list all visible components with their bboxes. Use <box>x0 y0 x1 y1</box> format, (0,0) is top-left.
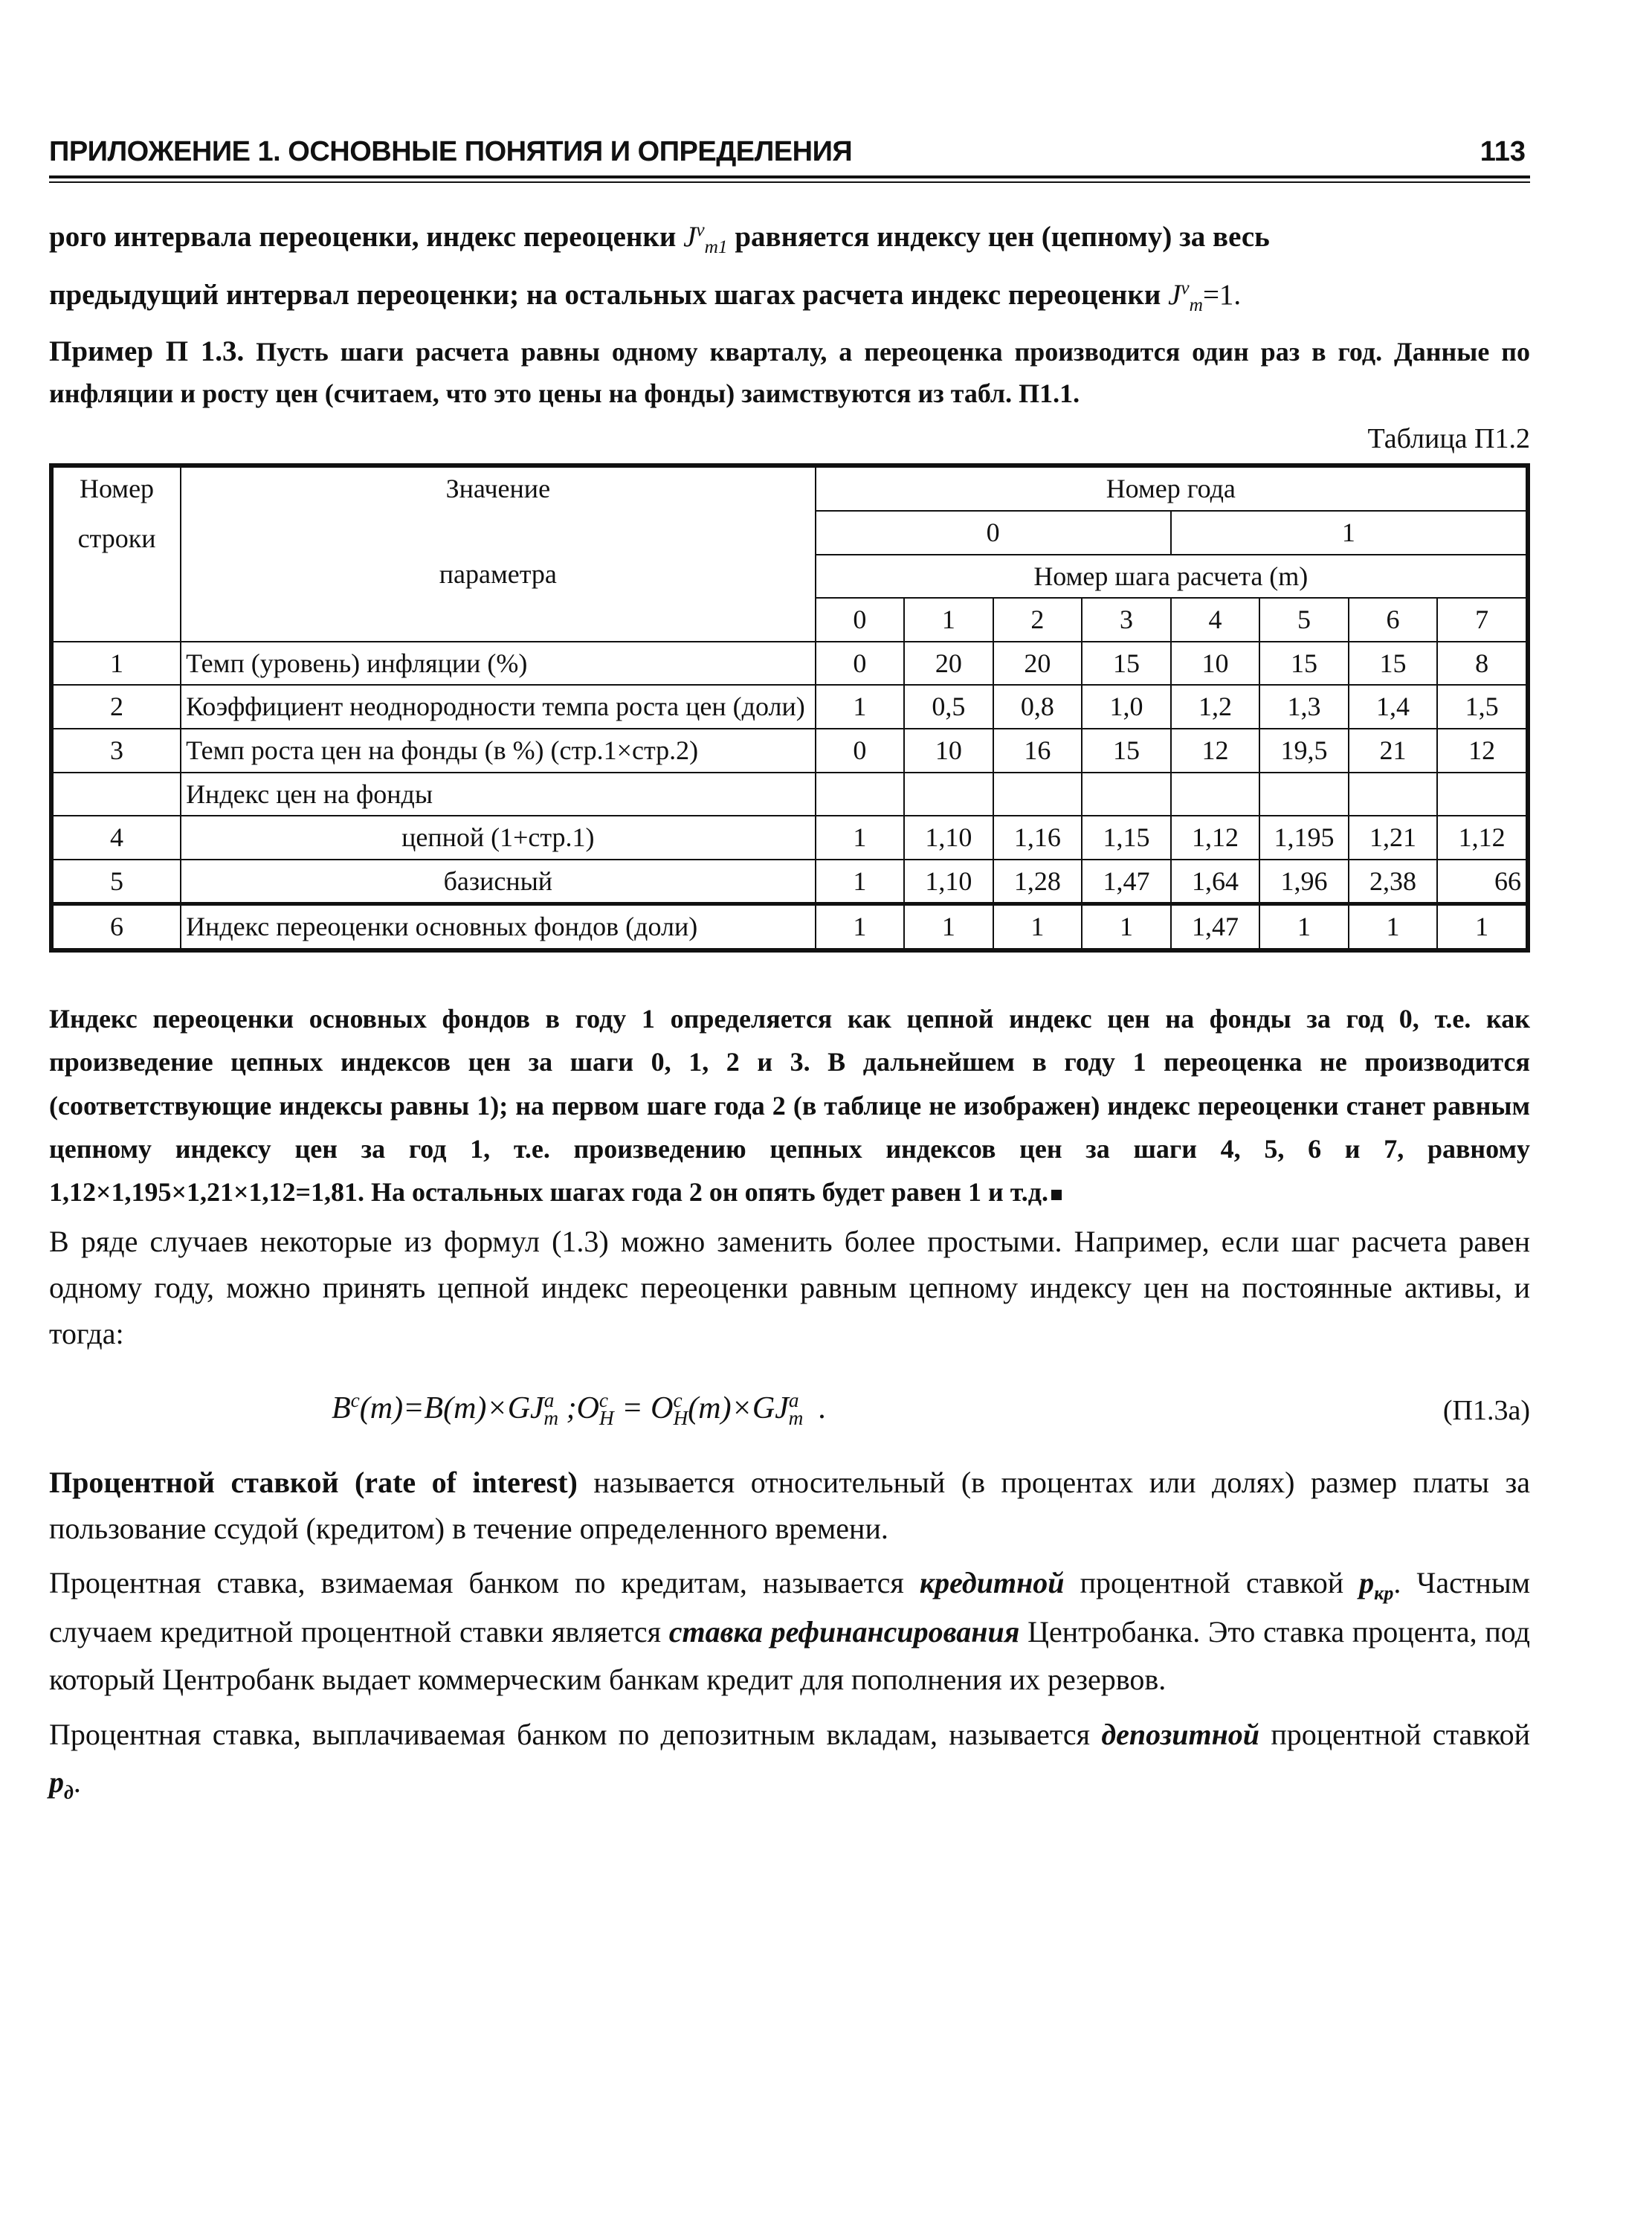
intro-text-c: предыдущий интервал переоценки; на остальных шагах расчета индекс переоценки <box>49 279 1161 312</box>
header-year-1: 1 <box>1171 511 1528 555</box>
table-row: 2 Коэффициент неоднородности темпа роста цен (доли) 1 0,5 0,8 1,0 1,2 1,3 1,4 1,5 <box>51 685 1528 729</box>
page-number: 113 <box>1480 136 1526 167</box>
table-row: 1 Темп (уровень) инфляции (%) 0 20 20 15 10 15 15 8 <box>51 642 1528 686</box>
paragraph-revaluation: Индекс переоценки основных фондов в году 1 определяется как цепной индекс цен на фонды за год 0, т.е. как произведение цепных индексов цен за шаги 0, 1, 2 и 3. В дальнейшем в году 1 переоценка не производится (соответствующие индексы равны 1); на первом шаге года 2 (в таблице не изображен) индекс переоценки станет равным цепному индексу цен за год 1, т.е. произведению цепных индексов цен за шаги 4, 5, 6 и 7, равному 1,12×1,195×1,21×1,12=1,81. На остальных шагах года 2 он опять будет равен 1 и т.д. <box>49 1004 1530 1208</box>
formula-p1-3a <box>49 1367 1530 1449</box>
header-parameter: Значение параметра <box>181 465 816 641</box>
intro-line-2 <box>49 265 1530 326</box>
step-2: 2 <box>993 598 1082 642</box>
formula-expression: $B^c(m)=B(m)\times GJ^a_m$ $;O^c_H = O^c_H(m)\times GJ^a_m$ . <box>332 1388 827 1429</box>
table-row: 6 Индекс переоценки основных фондов (доли) 1 1 1 1 1,47 1 1 1 <box>51 904 1528 950</box>
table-row: 5 базисный 1 1,10 1,28 1,47 1,64 1,96 2,38 66 <box>51 860 1528 904</box>
example-text: Пусть шаги расчета равны одному кварталу, а переоценка производится один раз в год. Данные по инфляции и росту цен (считаем, что это цены на фонды) заимствуются из табл. П1.1. <box>49 336 1530 409</box>
header-title: ПРИЛОЖЕНИЕ 1. ОСНОВНЫЕ ПОНЯТИЯ И ОПРЕДЕЛЕНИЯ <box>49 136 853 167</box>
formula-tag: (П1.3а) <box>1442 1394 1530 1426</box>
header-step: Номер шага расчета (m) <box>816 555 1528 599</box>
table-row: 3 Темп роста цен на фонды (в %) (стр.1×стр.2) 0 10 16 15 12 19,5 21 12 <box>51 729 1528 773</box>
data-table <box>49 463 1530 953</box>
symbol-j-v-m: $J^v_m$ <box>1168 277 1203 315</box>
intro-text-a: рого интервала переоценки, индекс переоценки <box>49 221 677 253</box>
step-6: 6 <box>1349 598 1438 642</box>
table-row: Индекс цен на фонды <box>51 773 1528 816</box>
intro-text-d: =1. <box>1202 279 1242 312</box>
intro-line-1 <box>49 210 1530 265</box>
symbol-j-v-m1: $J^v_{m1}$ <box>683 219 728 257</box>
example-paragraph <box>49 330 1530 414</box>
example-label: Пример П 1.3. <box>49 335 245 367</box>
table-row: 4 цепной (1+стр.1) 1 1,10 1,16 1,15 1,12 1,195 1,21 1,12 <box>51 816 1528 860</box>
header-rule <box>49 175 1530 178</box>
paragraph-formula-intro: В ряде случаев некоторые из формул (1.3) можно заменить более простыми. Например, если шаг расчета равен одному году, можно принять цепной индекс переоценки равным цепному индексу цен на постоянные активы, и тогда: <box>49 1224 1530 1350</box>
header-year: Номер года <box>816 465 1528 511</box>
step-1: 1 <box>904 598 993 642</box>
step-4: 4 <box>1171 598 1260 642</box>
step-0: 0 <box>816 598 905 642</box>
paragraph-credit-rate: Процентная ставка, взимаемая банком по кредитам, называется кредитной процентной ставкой $p_{кр}$. Частным случаем кредитной процентной ставки является ставка рефинансирования Центробанка. Это ставка процента, под который Центробанк выдает коммерческим банкам кредит для пополнения их резервов. <box>49 1565 1530 1697</box>
intro-text-b: равняется индексу цен (цепному) за весь <box>735 221 1270 253</box>
header-row-number: Номер строки <box>51 465 181 641</box>
running-header <box>49 119 1530 171</box>
paragraph-interest-rate: Процентной ставкой (rate of interest) называется относительный (в процентах или долях) размер платы за пользование ссудой (кредитом) в течение определенного времени. <box>49 1465 1531 1545</box>
header-rule-thin <box>49 181 1530 183</box>
table-caption: Таблица П1.2 <box>1367 423 1530 455</box>
step-5: 5 <box>1259 598 1349 642</box>
step-3: 3 <box>1082 598 1171 642</box>
paragraph-deposit-rate: Процентная ставка, выплачиваемая банком по депозитным вкладам, называется депозитной процентной ставкой $p_д$. <box>49 1718 1531 1804</box>
step-7: 7 <box>1437 598 1528 642</box>
header-year-0: 0 <box>816 511 1171 555</box>
page <box>49 119 1530 1808</box>
end-of-example-mark <box>1051 1190 1062 1200</box>
